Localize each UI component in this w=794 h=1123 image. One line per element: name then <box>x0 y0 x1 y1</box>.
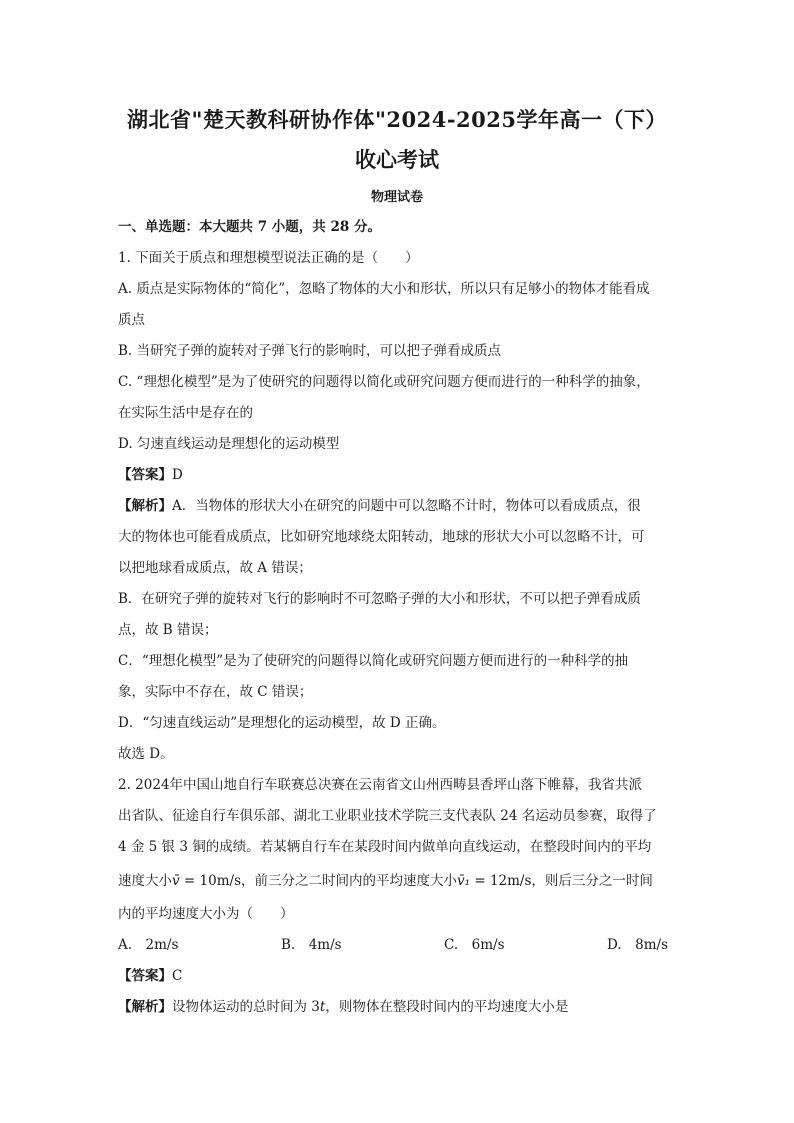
answer-value: D <box>172 467 183 483</box>
time-symbol: t <box>319 999 326 1015</box>
q1-option-c-cont: 在实际生活中是存在的 <box>118 405 253 421</box>
q2-stem-line: 内的平均速度大小为（ ） <box>118 906 294 922</box>
q2-text: ，则后三分之一时间 <box>531 873 653 889</box>
avg-velocity1-symbol: v̄₁ <box>457 873 471 889</box>
section-heading: 一、单选题：本大题共 7 小题，共 28 分。 <box>118 219 381 235</box>
answer-tag: 【答案】 <box>118 968 172 984</box>
q2-stem-line: 4 金 5 银 3 铜的成绩。若某辆自行车在某段时间内做单向直线运动，在整段时间内的平均 <box>118 839 652 855</box>
exam-title-line2: 收心考试 <box>355 147 439 172</box>
avg-velocity-value: = 10m/s <box>179 873 241 889</box>
q2-stem-line: 出省队、征途自行车俱乐部、湖北工业职业技术学院三支代表队 24 名运动员参赛，取得了 <box>118 808 657 824</box>
q2-text: ，前三分之二时间内的平均速度大小 <box>241 873 457 889</box>
q1-analysis-line: 以把地球看成质点，故 A 错误； <box>118 560 312 576</box>
q2-answer <box>118 961 678 992</box>
exam-title-line1: 湖北省"楚天教科研协作体"2024-2025学年高一（下） <box>127 107 667 132</box>
answer-tag: 【答案】 <box>118 467 172 483</box>
q2-text: 速度大小 <box>118 873 172 889</box>
q2-option-d: D. 8m/s <box>607 937 669 953</box>
exam-subject: 物理试卷 <box>370 190 423 205</box>
q2-option-a: A. 2m/s <box>118 937 179 953</box>
analysis-tag: 【解析】 <box>118 999 172 1015</box>
analysis-text: A．当物体的形状大小在研究的问题中可以忽略不计时，物体可以看成质点，很 <box>172 498 641 514</box>
avg-velocity1-value: = 12m/s <box>470 873 532 889</box>
q1-stem: 1. 下面关于质点和理想模型说法正确的是（ ） <box>118 250 419 266</box>
q1-analysis-line: 象，实际中不存在，故 C 错误； <box>118 684 313 700</box>
q1-answer <box>118 460 678 491</box>
q2-stem: 2. 2024年中国山地自行车联赛总决赛在云南省文山州西畴县香坪山落下帷幕，我省共派 <box>118 777 643 793</box>
q1-analysis-line: D．“匀速直线运动”是理想化的运动模型，故 D 正确。 <box>118 715 446 731</box>
q1-option-a-cont: 质点 <box>118 312 145 328</box>
analysis-tag: 【解析】 <box>118 498 172 514</box>
q1-analysis-line: 大的物体也可能看成质点，比如研究地球绕太阳转动，地球的形状大小可以忽略不计，可 <box>118 529 645 545</box>
q2-analysis <box>118 992 678 1023</box>
q1-analysis <box>118 491 678 522</box>
document-body <box>118 212 678 1023</box>
analysis-text: 设物体运动的总时间为 3 <box>172 999 320 1015</box>
q1-option-b: B. 当研究子弹的旋转对子弹飞行的影响时，可以把子弹看成质点 <box>118 343 502 359</box>
q2-option-b: B. 4m/s <box>281 937 342 953</box>
q1-option-c: C. “理想化模型”是为了使研究的问题得以简化或研究问题方便而进行的一种科学的抽象， <box>118 374 650 390</box>
avg-velocity-symbol: v̄ <box>172 873 180 889</box>
q1-analysis-line: C．“理想化模型”是为了使研究的问题得以简化或研究问题方便而进行的一种科学的抽 <box>118 653 629 669</box>
q1-option-a: A. 质点是实际物体的“简化”，忽略了物体的大小和形状，所以只有足够小的物体才能看成 <box>118 281 650 297</box>
analysis-text: ，则物体在整段时间内的平均速度大小是 <box>325 999 569 1015</box>
q2-option-c: C. 6m/s <box>444 937 505 953</box>
q2-stem-formula-line <box>118 863 678 899</box>
q1-analysis-line: B．在研究子弹的旋转对飞行的影响时不可忽略子弹的大小和形状，不可以把子弹看成质 <box>118 591 641 607</box>
q1-option-d: D. 匀速直线运动是理想化的运动模型 <box>118 436 340 452</box>
q1-conclusion: 故选 D。 <box>118 746 174 762</box>
q1-analysis-line: 点，故 B 错误； <box>118 622 218 638</box>
answer-value: C <box>172 968 183 984</box>
q2-options <box>118 930 678 961</box>
